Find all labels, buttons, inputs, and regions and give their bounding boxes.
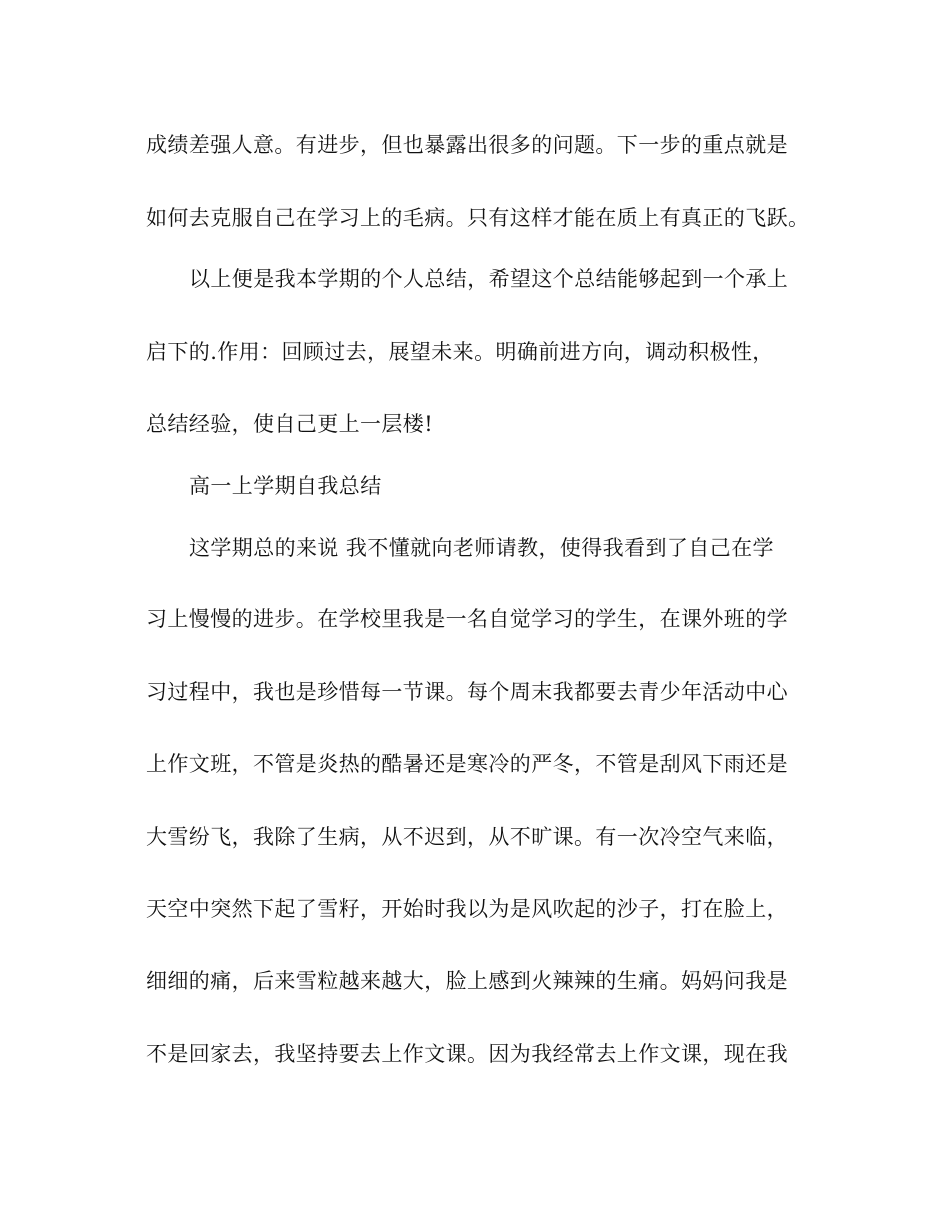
paragraph-line: 习上慢慢的进步。在学校里我是一名自觉学习的学生，在课外班的学 — [146, 607, 788, 631]
paragraph-line: 上作文班，不管是炎热的酷暑还是寒冷的严冬，不管是刮风下雨还是 — [146, 752, 788, 776]
paragraph-line: 启下的.作用：回顾过去，展望未来。明确前进方向，调动积极性， — [146, 340, 774, 364]
paragraph-line: 总结经验，使自己更上一层楼! — [146, 412, 434, 436]
paragraph-line: 以上便是我本学期的个人总结，希望这个总结能够起到一个承上 — [189, 267, 789, 291]
paragraph-line: 如何去克服自己在学习上的毛病。只有这样才能在质上有真正的飞跃。 — [146, 206, 810, 230]
paragraph-line: 天空中突然下起了雪籽，开始时我以为是风吹起的沙子，打在脸上， — [146, 897, 788, 921]
paragraph-line: 细细的痛，后来雪粒越来越大，脸上感到火辣辣的生痛。妈妈问我是 — [146, 969, 788, 993]
paragraph-line: 成绩差强人意。有进步，但也暴露出很多的问题。下一步的重点就是 — [146, 133, 788, 157]
paragraph-line: 大雪纷飞，我除了生病，从不迟到，从不旷课。有一次冷空气来临， — [146, 825, 788, 849]
paragraph-line: 不是回家去，我坚持要去上作文课。因为我经常去上作文课，现在我 — [146, 1042, 788, 1066]
paragraph-line: 这学期总的来说 我不懂就向老师请教，使得我看到了自己在学 — [189, 536, 774, 560]
section-heading: 高一上学期自我总结 — [189, 474, 382, 498]
paragraph-line: 习过程中，我也是珍惜每一节课。每个周末我都要去青少年活动中心 — [146, 680, 788, 704]
